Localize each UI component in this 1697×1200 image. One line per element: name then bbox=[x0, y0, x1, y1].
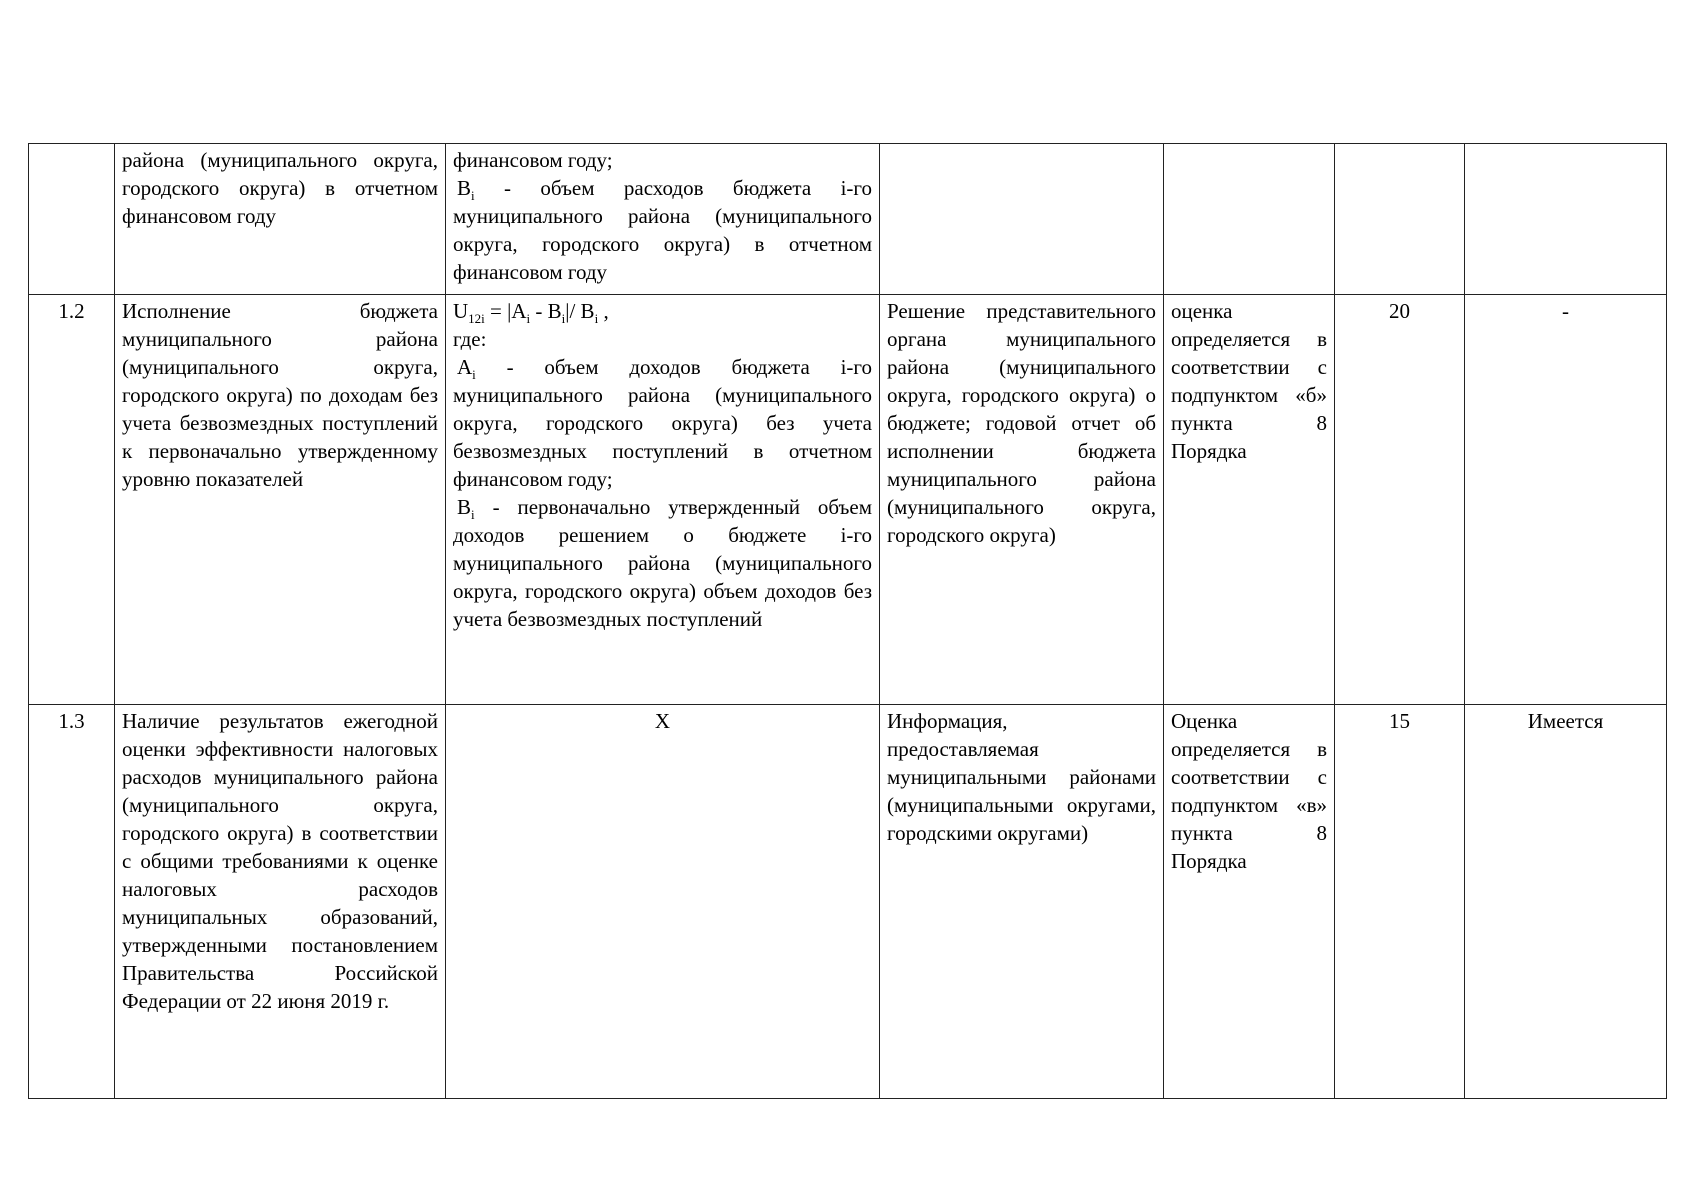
points-cell: 15 bbox=[1335, 705, 1465, 1099]
indicators-table bbox=[28, 143, 1667, 1099]
indicator-cell: Исполнение бюджета муниципального района (муниципального округа, городского округа) по доходам без учета безвозмездных поступлений к первоначально утвержденному уровню показателей bbox=[115, 295, 446, 705]
formula-variable: A bbox=[457, 355, 473, 379]
value-cell bbox=[1465, 144, 1667, 295]
table-row bbox=[29, 144, 1667, 295]
formula-where: где: bbox=[453, 327, 487, 351]
formula-expression: $U_{12i} = |A_i - B_i|/$ $B_i$ , bbox=[453, 299, 609, 327]
formula-definition: - объем расходов бюджета i-го муниципального района (муниципального округа, городского округа) в отчетном финансовом году bbox=[453, 176, 872, 284]
formula-cell bbox=[446, 144, 880, 295]
row-number-cell: 1.3 bbox=[29, 705, 115, 1099]
formula-variable: B bbox=[457, 495, 472, 519]
value-cell: - bbox=[1465, 295, 1667, 705]
method-cell: Оценка определяется в соответствии с подпунктом «в» пункта 8 Порядка bbox=[1164, 705, 1335, 1099]
points-cell bbox=[1335, 144, 1465, 295]
formula-cell: $U_{12i} = |A_i - B_i|/$ $B_i$ , где: $A_i$ - объем доходов бюджета i-го муниципального района (муниципального округа, городского округа) без учета безвозмездных поступлений в отчетном финансовом году; $B_i$ - первоначально утвержденный объем доходов решением о бюджете i-го муниципального района (муниципального округа, городского округа) объем доходов без учета безвозмездных поступлений bbox=[446, 295, 880, 705]
source-cell bbox=[880, 144, 1164, 295]
formula-variable: B bbox=[457, 176, 472, 200]
value-cell: Имеется bbox=[1465, 705, 1667, 1099]
row-number-cell bbox=[29, 144, 115, 295]
formula-cell: X bbox=[446, 705, 880, 1099]
formula-subscript: i bbox=[471, 188, 475, 204]
method-cell bbox=[1164, 144, 1335, 295]
table-row bbox=[29, 295, 1667, 705]
table-row bbox=[29, 705, 1667, 1099]
points-cell: 20 bbox=[1335, 295, 1465, 705]
source-cell: Решение представительного органа муниципального района (муниципального округа, городского округа) о бюджете; годовой отчет об исполнении бюджета муниципального района (муниципального округа, городского округа) bbox=[880, 295, 1164, 705]
indicator-cell: района (муниципального округа, городского округа) в отчетном финансовом году bbox=[115, 144, 446, 295]
formula-definition: - первоначально утвержденный объем доходов решением о бюджете i-го муниципального района (муниципального округа, городского округа) объем доходов без учета безвозмездных поступлений bbox=[453, 495, 872, 631]
method-cell: оценка определяется в соответствии с подпунктом «б» пункта 8 Порядка bbox=[1164, 295, 1335, 705]
formula-line: финансовом году; bbox=[453, 148, 613, 172]
source-cell: Информация, предоставляемая муниципальными районами (муниципальными округами, городскими округами) bbox=[880, 705, 1164, 1099]
indicator-cell: Наличие результатов ежегодной оценки эффективности налоговых расходов муниципального района (муниципального округа, городского округа) в соответствии с общими требованиями к оценке налоговых расходов муниципальных образований, утвержденными постановлением Правительства Российской Федерации от 22 июня 2019 г. bbox=[115, 705, 446, 1099]
row-number-cell: 1.2 bbox=[29, 295, 115, 705]
formula-definition: - объем доходов бюджета i-го муниципального района (муниципального округа, городского округа) без учета безвозмездных поступлений в отчетном финансовом году; bbox=[453, 355, 872, 491]
